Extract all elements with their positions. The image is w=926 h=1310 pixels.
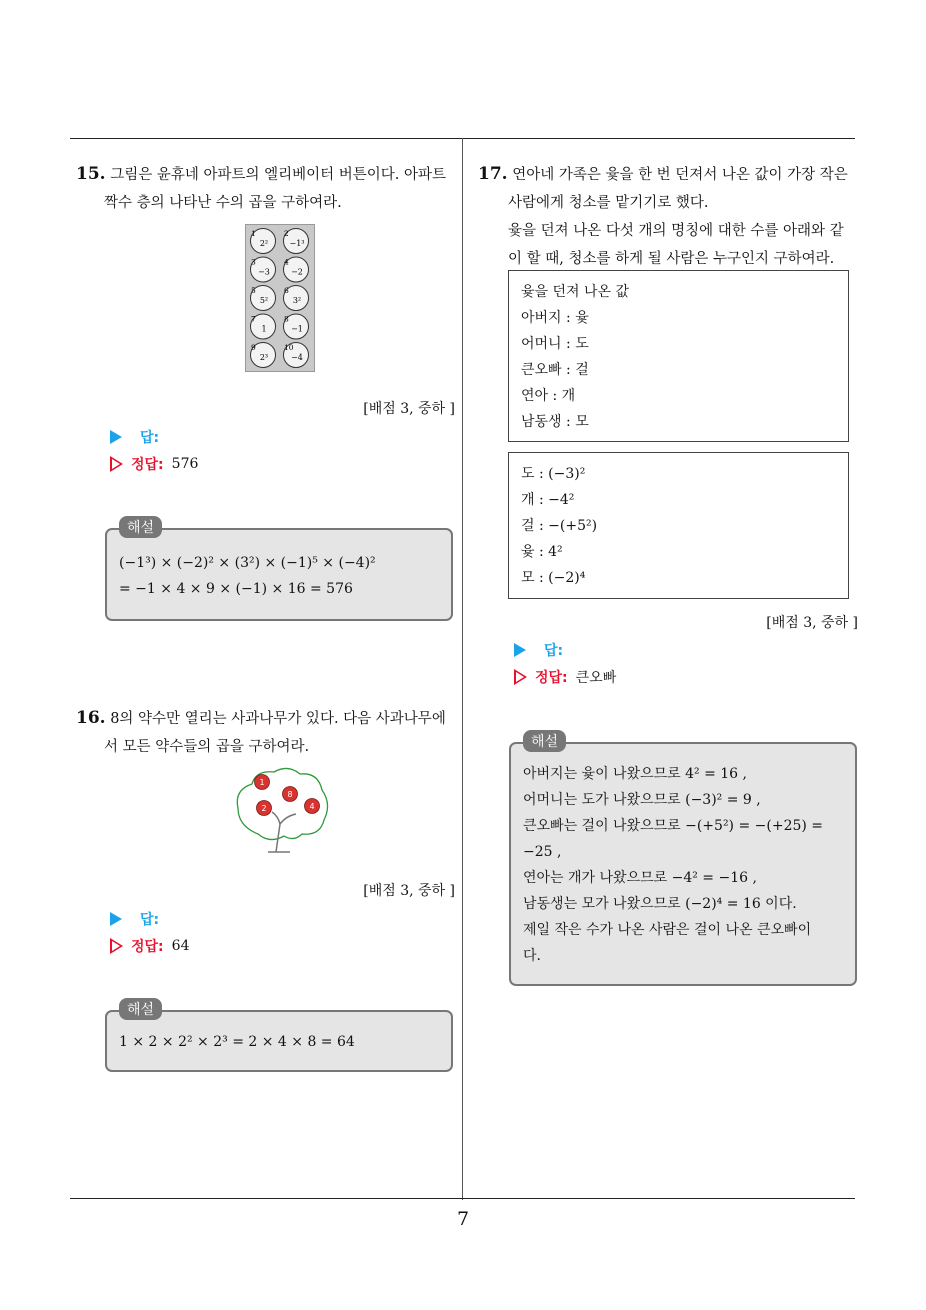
explanation-box — [509, 742, 857, 986]
button-floor-number: 8 — [284, 314, 289, 324]
answer-label: 답: — [140, 430, 160, 446]
page-number: 7 — [456, 1208, 470, 1230]
button-value: −1 — [291, 324, 303, 334]
question-text-line2: 사람에게 청소를 맡기기로 했다. — [508, 195, 709, 211]
apple-number: 8 — [287, 790, 293, 799]
box-line: 도 : (−3)² — [521, 466, 586, 482]
correct-triangle-icon — [110, 456, 123, 472]
explanation-line: 아버지는 윷이 나왔으므로 4² = 16 , — [523, 766, 747, 782]
yut-values-box — [508, 452, 849, 599]
button-floor-number: 10 — [284, 343, 294, 352]
apple-tree-image — [228, 764, 334, 856]
box-line: 윷을 던져 나온 값 — [521, 284, 630, 300]
answer-row — [110, 424, 159, 450]
correct-label: 정답: — [131, 457, 164, 473]
question-text-line4: 이 할 때, 청소를 하게 될 사람은 누구인지 구하여라. — [508, 251, 835, 267]
yut-result-box — [508, 270, 849, 442]
button-value: −3 — [258, 267, 270, 277]
button-value: 3² — [292, 296, 302, 305]
explanation-line1: 1 × 2 × 2² × 2³ = 2 × 4 × 8 = 64 — [119, 1034, 355, 1050]
answer-label: 답: — [140, 912, 160, 928]
question-16 — [76, 704, 456, 761]
explanation-box — [105, 528, 453, 621]
explanation-line1: (−1³) × (−2)² × (3²) × (−1)⁵ × (−4)² — [119, 555, 376, 571]
correct-answer-row — [110, 933, 189, 959]
answer-label: 답: — [544, 643, 564, 659]
correct-triangle-icon — [110, 938, 123, 954]
box-line: 윷 : 4² — [521, 544, 563, 560]
correct-answer-row — [514, 664, 616, 690]
explanation-line2: = −1 × 4 × 9 × (−1) × 16 = 576 — [119, 581, 353, 597]
question-text-line2: 짝수 층의 나타난 수의 곱을 구하여라. — [104, 195, 342, 211]
question-number: 16. — [76, 708, 106, 728]
question-text-line1: 그림은 윤휴네 아파트의 엘리베이터 버튼이다. 아파트 — [110, 167, 446, 183]
question-text-line1: 연아네 가족은 윷을 한 번 던져서 나온 값이 가장 작은 — [512, 167, 848, 183]
explanation-line: −25 , — [523, 844, 562, 860]
button-floor-number: 2 — [284, 229, 289, 238]
button-floor-number: 1 — [251, 229, 256, 238]
correct-value: 64 — [171, 938, 190, 954]
explanation-line: 연아는 개가 나왔으므로 −4² = −16 , — [523, 870, 757, 886]
button-floor-number: 6 — [284, 286, 289, 295]
explanation-line: 큰오빠는 걸이 나왔으므로 −(+5²) = −(+25) = — [523, 818, 824, 834]
question-15 — [76, 160, 456, 217]
explanation-line: 남동생는 모가 나왔으므로 (−2)⁴ = 16 이다. — [523, 896, 797, 912]
apple-number: 2 — [261, 804, 267, 813]
button-value: −1³ — [289, 239, 305, 248]
button-value: 5² — [259, 296, 269, 305]
box-line: 연아 : 개 — [521, 388, 576, 404]
button-value: 2² — [259, 239, 269, 248]
question-text-line3: 윷을 던져 나온 다섯 개의 명칭에 대한 수를 아래와 같 — [508, 223, 844, 239]
correct-triangle-icon — [514, 669, 527, 685]
button-value: 1 — [261, 324, 267, 334]
score-label: [배점 3, 중하 ] — [363, 883, 455, 899]
button-value: −2 — [291, 267, 303, 277]
explanation-tag: 해설 — [119, 516, 162, 538]
button-floor-number: 9 — [251, 343, 256, 352]
button-floor-number: 5 — [251, 286, 256, 295]
box-line: 큰오빠 : 걸 — [521, 362, 589, 378]
box-line: 어머니 : 도 — [521, 336, 589, 352]
box-line: 남동생 : 모 — [521, 414, 589, 430]
question-text-line2: 서 모든 약수들의 곱을 구하여라. — [104, 739, 310, 755]
explanation-lines — [523, 761, 823, 969]
button-value: 2³ — [259, 353, 269, 362]
answer-triangle-icon — [514, 643, 526, 657]
button-floor-number: 3 — [251, 257, 256, 267]
answer-row — [514, 637, 563, 663]
question-17 — [478, 160, 863, 273]
elevator-buttons-image — [245, 224, 315, 372]
question-text-line1: 8의 약수만 열리는 사과나무가 있다. 다음 사과나무에 — [110, 711, 446, 727]
explanation-line: 제일 작은 수가 나온 사람은 걸이 나온 큰오빠이 — [523, 922, 812, 938]
answer-triangle-icon — [110, 912, 122, 926]
explanation-tag: 해설 — [119, 998, 162, 1020]
bottom-rule — [70, 1198, 855, 1199]
answer-triangle-icon — [110, 430, 122, 444]
correct-label: 정답: — [535, 670, 568, 686]
box-line: 걸 : −(+5²) — [521, 518, 598, 534]
correct-value: 큰오빠 — [575, 670, 617, 686]
box-line: 모 : (−2)⁴ — [521, 570, 586, 586]
column-divider — [462, 138, 463, 1200]
apple-number: 4 — [309, 802, 315, 811]
button-floor-number: 7 — [251, 314, 256, 324]
correct-value: 576 — [171, 456, 199, 472]
button-value: −4 — [291, 353, 303, 362]
score-label: [배점 3, 중하 ] — [766, 615, 858, 631]
apple-tree-svg — [228, 764, 334, 856]
explanation-line: 다. — [523, 948, 541, 964]
explanation-tag: 해설 — [523, 730, 566, 752]
question-number: 15. — [76, 164, 106, 184]
button-floor-number: 4 — [284, 257, 289, 267]
box-line: 개 : −4² — [521, 492, 575, 508]
correct-label: 정답: — [131, 939, 164, 955]
score-label: [배점 3, 중하 ] — [363, 401, 455, 417]
elevator-buttons-svg — [246, 225, 314, 371]
question-number: 17. — [478, 164, 508, 184]
box-line: 아버지 : 윷 — [521, 310, 589, 326]
explanation-line: 어머니는 도가 나왔으므로 (−3)² = 9 , — [523, 792, 761, 808]
apple-number: 1 — [259, 778, 265, 787]
answer-row — [110, 906, 159, 932]
correct-answer-row — [110, 451, 198, 477]
